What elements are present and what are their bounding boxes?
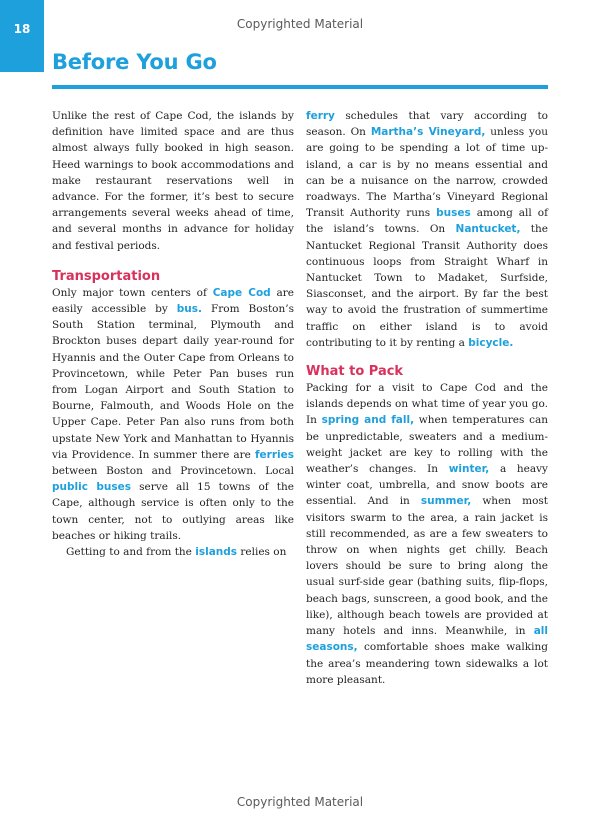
watermark-top: Copyrighted Material xyxy=(236,17,364,31)
keyword-marthas-vineyard: Martha’s Vineyard, xyxy=(370,126,486,139)
keyword-public-buses: public buses xyxy=(52,481,131,494)
page-number: 18 xyxy=(13,22,31,36)
keyword-cape-cod: Cape Cod xyxy=(212,286,271,299)
keyword-bicycle: bicycle. xyxy=(468,336,514,349)
keyword-nantucket: Nantucket, xyxy=(455,223,521,236)
transportation-paragraph-2: Getting to and from the islands relies on xyxy=(66,546,287,559)
keyword-ferries: ferries xyxy=(254,448,294,461)
transportation-paragraph-2-continued: ferry schedules that vary according to season. On Martha’s Vineyard, unless you are going to be spending a lot of time up-island, a car is by no means essential and can be a nuisance on the narrow, crowded roadways. The Martha’s Vineyard Regional Transit Authority runs buses among all of the island’s towns. On Nantucket, the Nantucket Regional Transit Authority does continuous loops from Straight Wharf in Nantucket Town to Madaket, Surfside, Siasconset, and the airport. By far the best way to avoid the frustration of summertime traffic on either island is to avoid contributing to it by renting a bicycle. xyxy=(306,110,548,349)
keyword-islands: islands xyxy=(195,546,238,559)
transportation-paragraph-1: Only major town centers of Cape Cod are easily accessible by bus. From Boston’s South Station terminal, Plymouth and Brockton buses depart daily year-round for Hyannis and the Outer Cape from Orleans to Provincetown, while Peter Pan buses run from Logan Airport and South Station to Bourne, Falmouth, and Woods Hole on the Upper Cape. Peter Pan also runs from both upstate New York and Manhattan to Hyannis via Providence. In summer there are ferries between Boston and Provincetown. Local public buses serve all 15 towns of the Cape, although service is often only to the town center, not to outlying areas like beaches or hiking trails. xyxy=(52,286,295,542)
keyword-ferry: ferry xyxy=(306,110,335,122)
right-column xyxy=(306,108,548,688)
what-to-pack-paragraph: Packing for a visit to Cape Cod and the islands depends on what time of year you go. In spring and fall, when temperatures can be unpredictable, sweaters and a medium-weight jacket are key to rolling with the weather’s changes. In winter, a heavy winter coat, umbrella, and snow boots are essential. And in summer, when most visitors swarm to the area, a rain jacket is still recommended, as are a few sweaters to throw on when nights get chilly. Beach lovers should be sure to bring along the usual surf-side gear (bathing suits, flip-flops, beach bags, sunscreen, a good book, and the like), although beach towels are provided at many hotels and inns. Meanwhile, in all seasons, comfortable shoes make walking the area’s meandering town sidewalks a lot more pleasant. xyxy=(306,382,549,686)
page-title: Before You Go xyxy=(52,50,217,74)
keyword-bus: bus. xyxy=(176,303,202,316)
keyword-summer: summer, xyxy=(420,495,472,508)
keyword-spring-and-fall: spring and fall, xyxy=(321,414,415,427)
page-number-tab xyxy=(0,0,44,72)
intro-paragraph: Unlike the rest of Cape Cod, the islands by definition have limited space and are thus almost always fully booked in high season. Heed warnings to book accommodations and make restaurant reservations well in advance. For the former, it’s best to secure arrangements several weeks ahead of time, and several months in advance for holiday and festival periods. xyxy=(52,110,294,252)
title-rule xyxy=(52,85,548,89)
left-column xyxy=(52,108,294,560)
keyword-all-seasons: all seasons, xyxy=(306,625,548,654)
keyword-winter: winter, xyxy=(448,463,490,476)
what-to-pack-heading: What to Pack xyxy=(306,364,404,380)
watermark-bottom: Copyrighted Material xyxy=(236,795,364,809)
transportation-heading: Transportation xyxy=(52,268,161,284)
keyword-buses: buses xyxy=(436,207,471,220)
